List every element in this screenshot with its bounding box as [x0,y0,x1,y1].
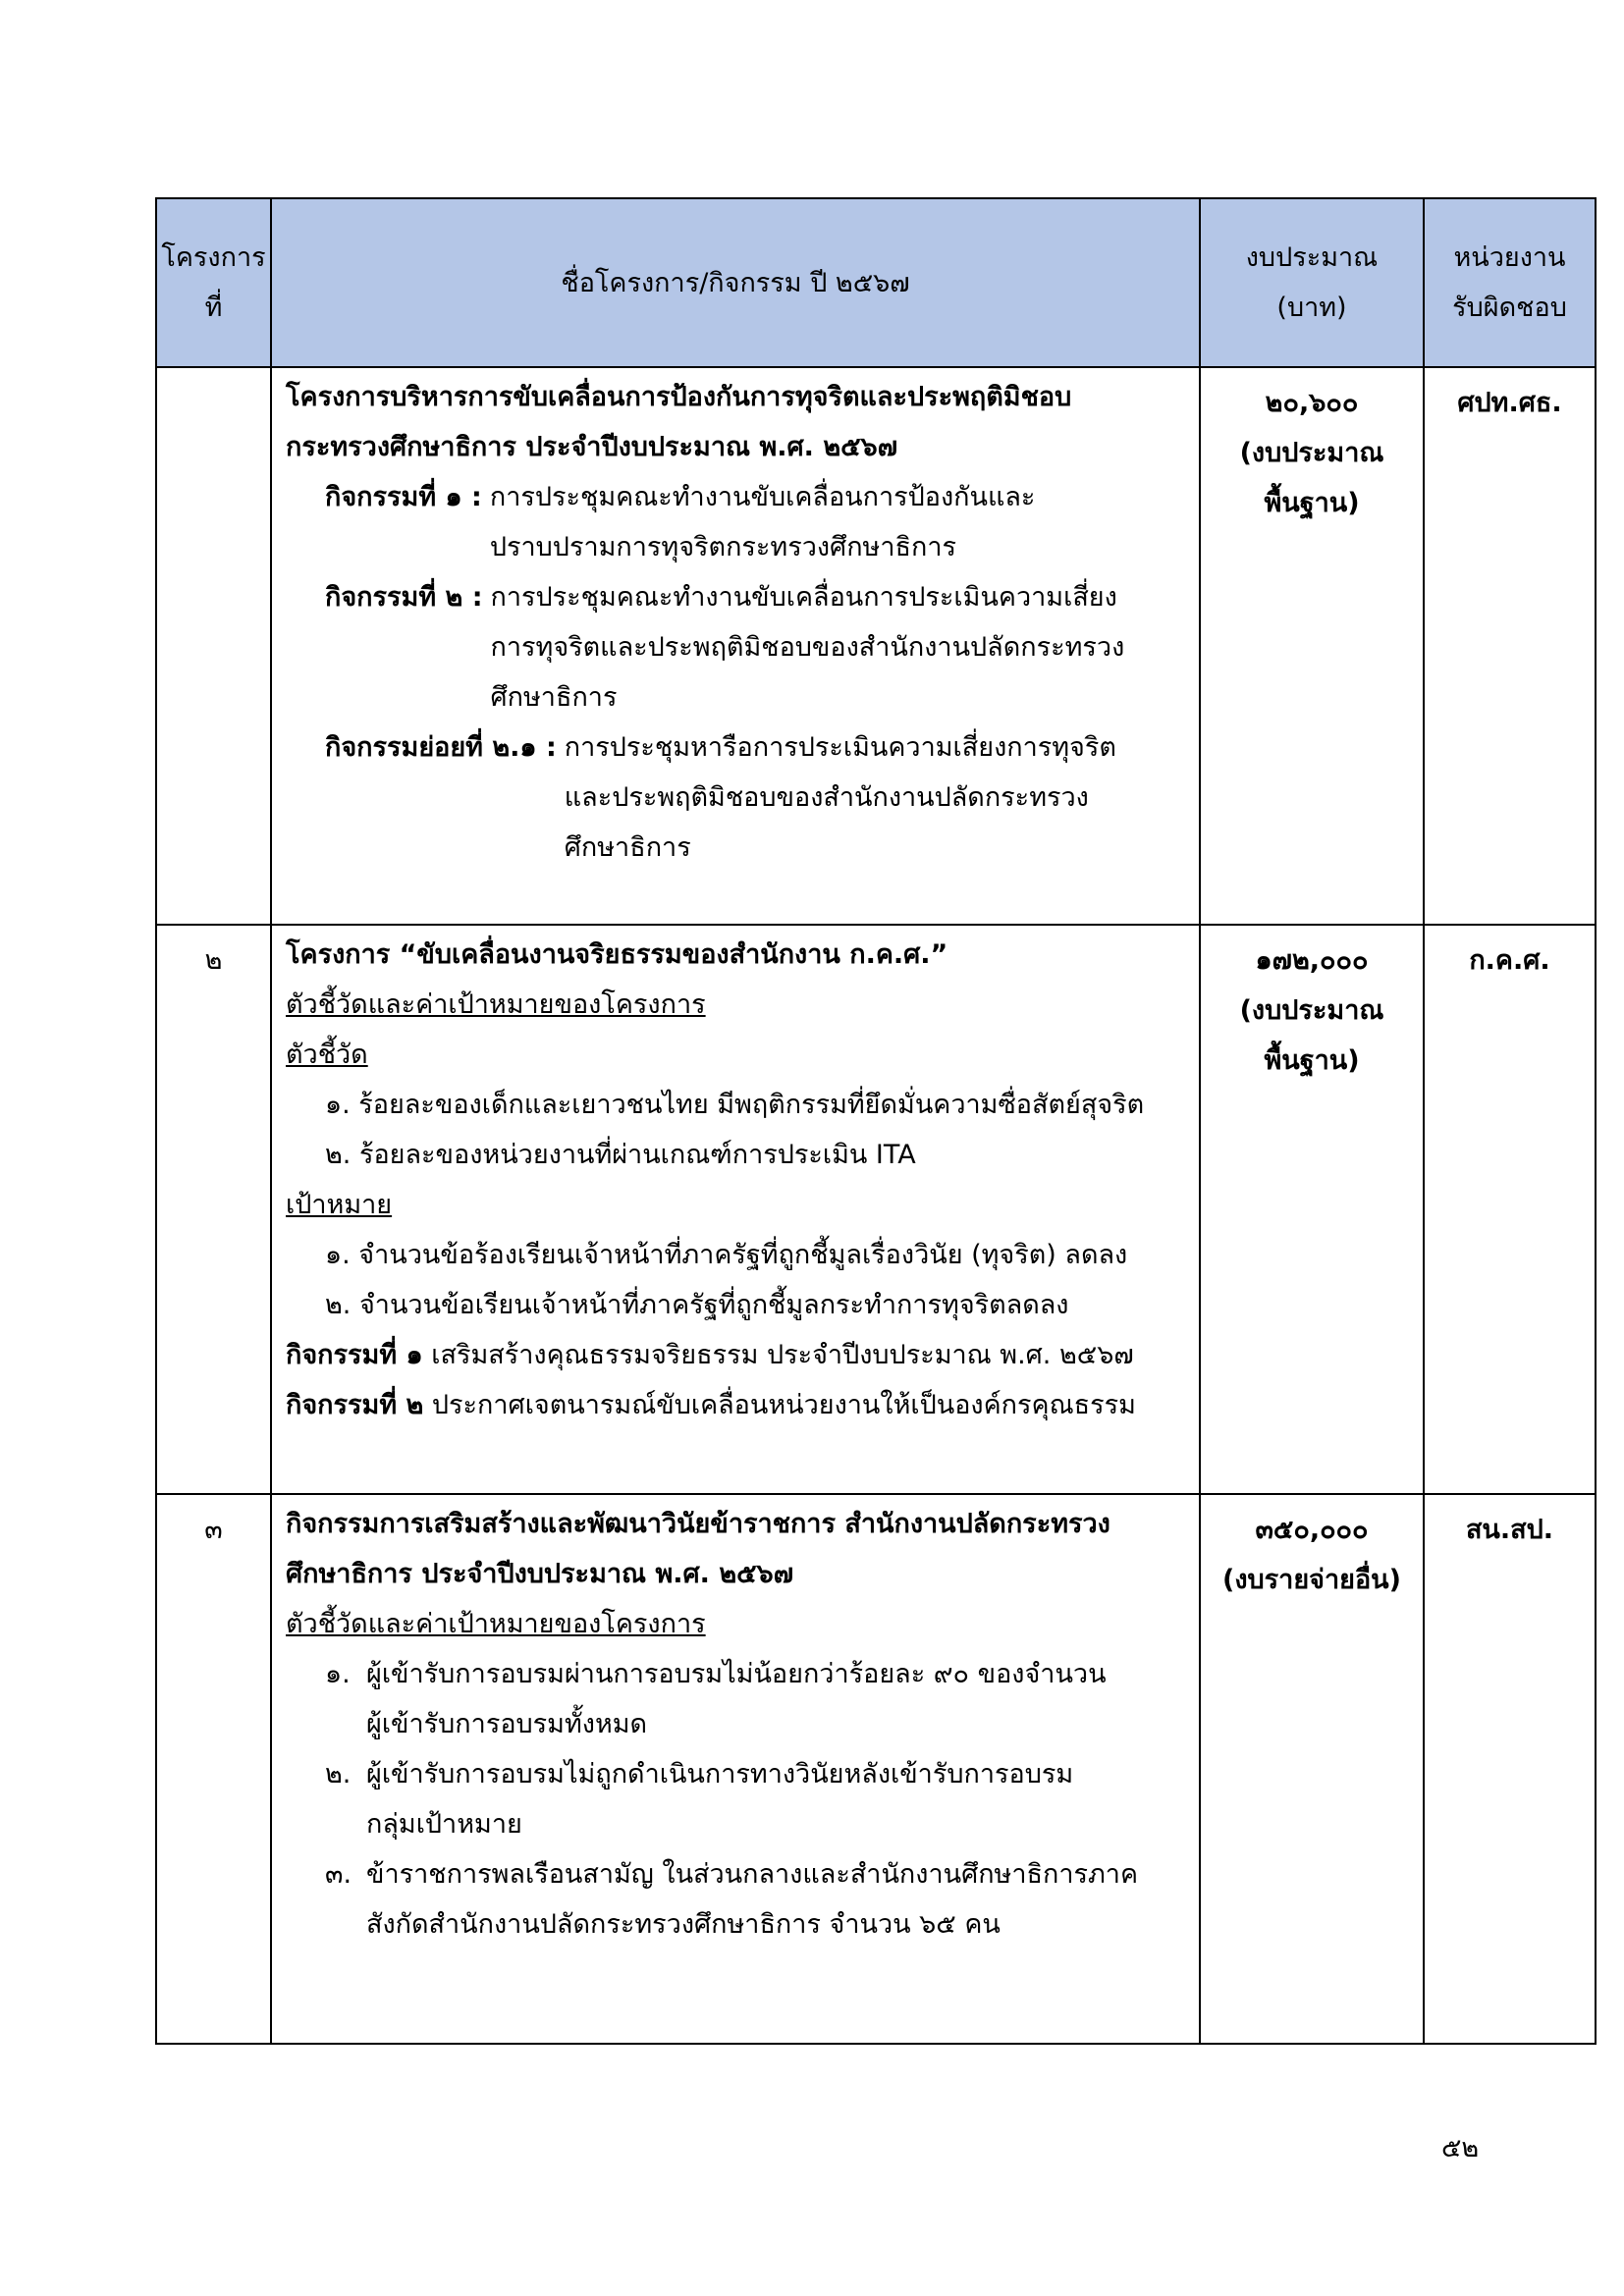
project-title: กิจกรรมการเสริมสร้างและพัฒนาวินัยข้าราชการ สำนักงานปลัดกระทรวง [286,1509,1110,1539]
table-row [156,1494,1596,2044]
indicator-item: ๒. ร้อยละของหน่วยงานที่ผ่านเกณฑ์การประเมิน ITA [325,1140,916,1170]
project-title: โครงการ “ขับเคลื่อนงานจริยธรรมของสำนักงาน ก.ค.ศ.” [286,939,948,970]
project-title: โครงการบริหารการขับเคลื่อนการป้องกันการทุจริตและประพฤติมิชอบ [286,382,1072,412]
header-project-number: โครงการ ที่ [156,198,271,367]
kpi-heading: ตัวชี้วัดและค่าเป้าหมายของโครงการ [286,989,706,1020]
activity-item: กิจกรรมที่ ๒ ประกาศเจตนารมณ์ขับเคลื่อนหน่วยงานให้เป็นองค์กรคุณธรรม [286,1390,1136,1420]
project-title: ศึกษาธิการ ประจำปีงบประมาณ พ.ศ. ๒๕๖๗ [286,1559,793,1589]
table-header [156,198,1596,367]
target-heading: เป้าหมาย [286,1190,393,1220]
kpi-item: ๒. ผู้เข้ารับการอบรมไม่ถูกดำเนินการทางวินัยหลังเข้ารับการอบรม กลุ่มเป้าหมาย [325,1759,1074,1840]
responsible-unit: สน.สป. [1424,1494,1596,2044]
sub-activity-item: กิจกรรมย่อยที่ ๒.๑ : การประชุมหารือการประเมินความเสี่ยงการทุจริต และประพฤติมิชอบของสำนักงานปลัดกระทรวง ศึกษาธิการ [325,732,1116,863]
table-row [156,925,1596,1494]
kpi-heading: ตัวชี้วัดและค่าเป้าหมายของโครงการ [286,1609,706,1639]
project-title: กระทรวงศึกษาธิการ ประจำปีงบประมาณ พ.ศ. ๒๕๖๗ [286,432,897,462]
project-details [271,367,1200,925]
project-number: ๓ [156,1494,271,2044]
responsible-unit: ก.ค.ศ. [1424,925,1596,1494]
budget-amount: ๑๗๒,๐๐๐ [1255,945,1369,976]
project-details [271,1494,1200,2044]
project-table [155,197,1597,2045]
activity-item: กิจกรรมที่ ๑ : การประชุมคณะทำงานขับเคลื่อนการป้องกันและ ปราบปรามการทุจริตกระทรวงศึกษาธิการ [325,482,1036,562]
indicator-heading: ตัวชี้วัด [286,1040,368,1070]
activity-item: กิจกรรมที่ ๒ : การประชุมคณะทำงานขับเคลื่อนการประเมินความเสี่ยง การทุจริตและประพฤติมิชอบของสำนักงานปลัดกระทรวง ศึกษาธิการ [325,582,1125,713]
header-project-name: ชื่อโครงการ/กิจกรรม ปี ๒๕๖๗ [271,198,1200,367]
budget-amount: ๓๕๐,๐๐๐ [1255,1515,1369,1545]
project-number [156,367,271,925]
table-row [156,367,1596,925]
budget-amount: ๒๐,๖๐๐ [1265,388,1359,418]
responsible-unit: ศปท.ศธ. [1424,367,1596,925]
page-number: ๕๒ [1441,2133,1480,2163]
target-item: ๒. จำนวนข้อเรียนเจ้าหน้าที่ภาครัฐที่ถูกชี้มูลกระทำการทุจริตลดลง [325,1290,1069,1320]
kpi-item: ๓. ข้าราชการพลเรือนสามัญ ในส่วนกลางและสำนักงานศึกษาธิการภาค สังกัดสำนักงานปลัดกระทรวงศึกษาธิการ จำนวน ๖๕ คน [325,1859,1139,1940]
budget-cell: ๑๗๒,๐๐๐ (งบประมาณ พื้นฐาน) [1200,925,1424,1494]
budget-cell: ๓๕๐,๐๐๐ (งบรายจ่ายอื่น) [1200,1494,1424,2044]
project-details [271,925,1200,1494]
activity-item: กิจกรรมที่ ๑ เสริมสร้างคุณธรรมจริยธรรม ประจำปีงบประมาณ พ.ศ. ๒๕๖๗ [286,1340,1134,1370]
indicator-item: ๑. ร้อยละของเด็กและเยาวชนไทย มีพฤติกรรมที่ยึดมั่นความซื่อสัตย์สุจริต [325,1090,1145,1120]
header-budget: งบประมาณ (บาท) [1200,198,1424,367]
target-item: ๑. จำนวนข้อร้องเรียนเจ้าหน้าที่ภาครัฐที่ถูกชี้มูลเรื่องวินัย (ทุจริต) ลดลง [325,1240,1128,1270]
kpi-item: ๑. ผู้เข้ารับการอบรมผ่านการอบรมไม่น้อยกว่าร้อยละ ๙๐ ของจำนวน ผู้เข้ารับการอบรมทั้งหมด [325,1659,1107,1739]
project-number: ๒ [156,925,271,1494]
header-responsible-unit: หน่วยงาน รับผิดชอบ [1424,198,1596,367]
budget-cell: ๒๐,๖๐๐ (งบประมาณ พื้นฐาน) [1200,367,1424,925]
